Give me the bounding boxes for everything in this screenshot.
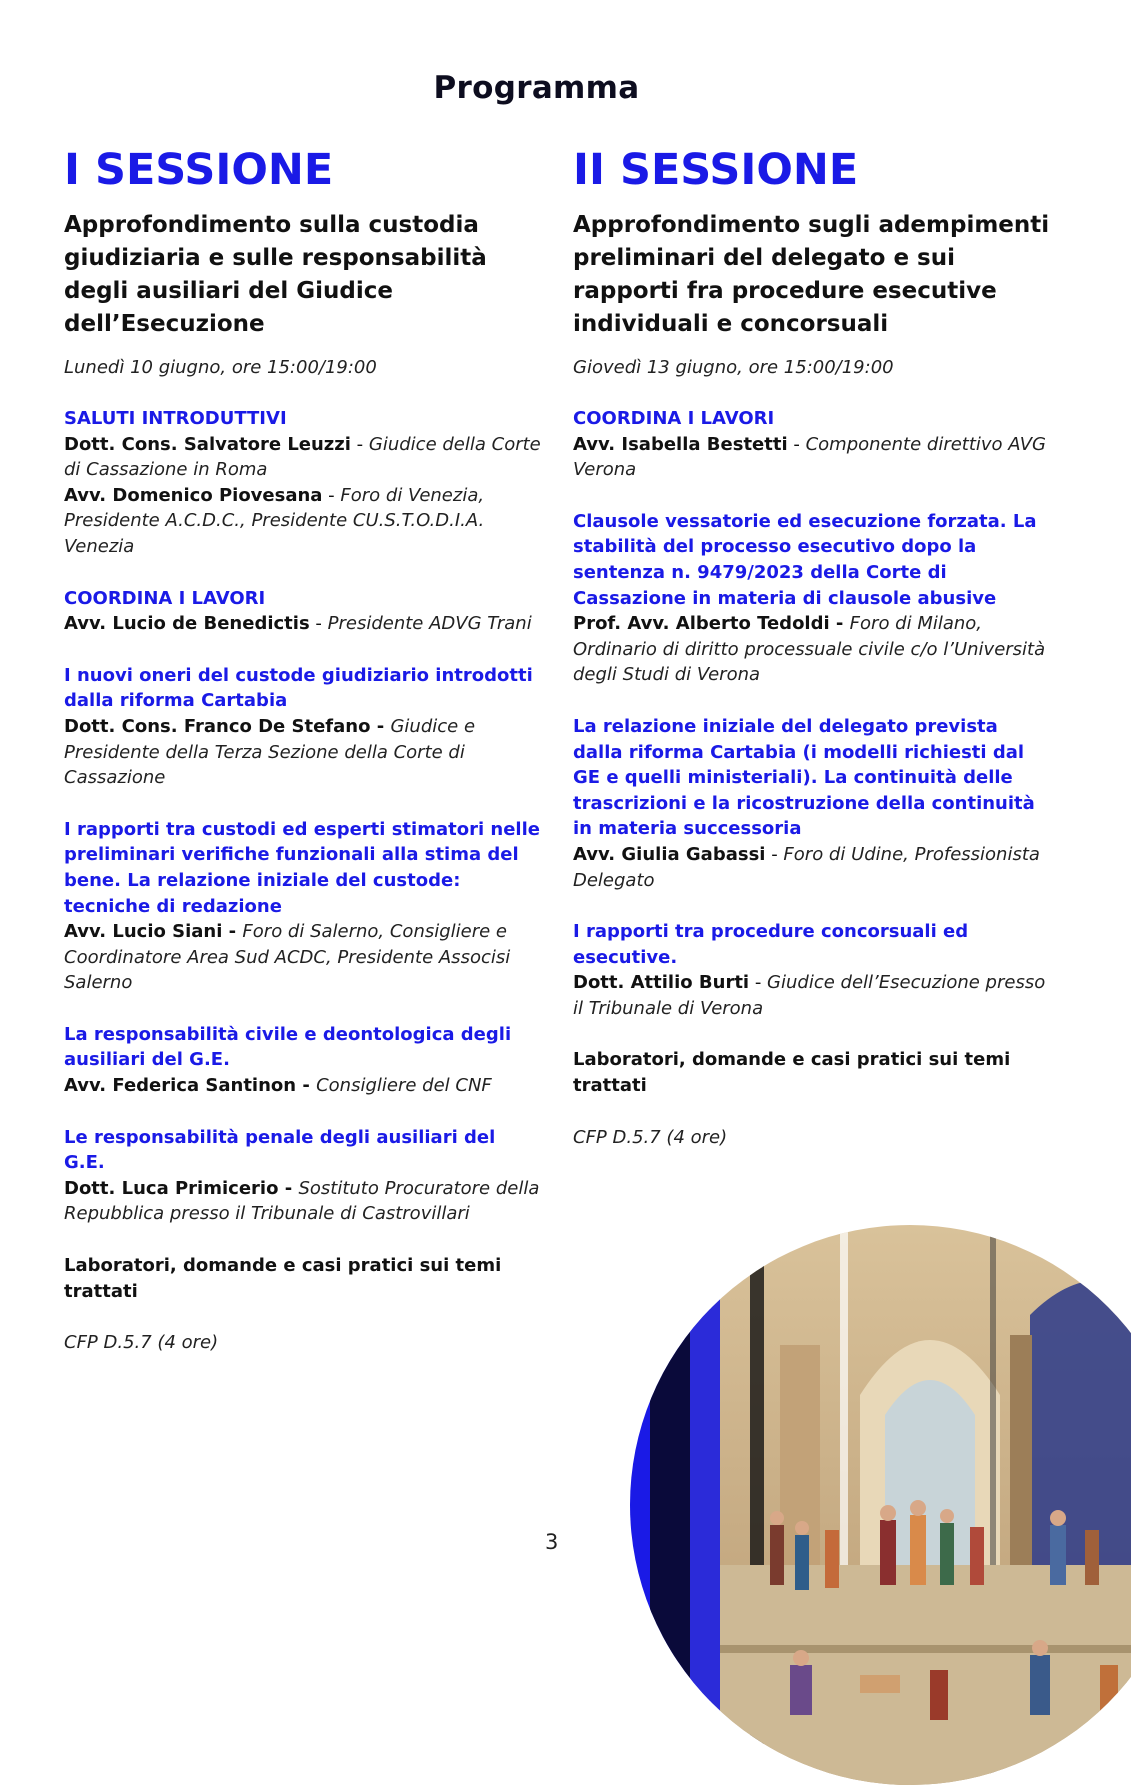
program-item-heading: Clausole vessatorie ed esecuzione forzata. La stabilità del processo esecutivo dopo la sentenza n. 9479/2023 della Corte di Cassazione in materia di clausole abusive (573, 510, 1037, 609)
speaker-name: Dott. Cons. Salvatore Leuzzi (64, 433, 351, 455)
speaker-role: Consigliere del CNF (316, 1075, 492, 1097)
speaker-role: Foro di Udine, Professionista Delegato (573, 843, 1040, 891)
speaker-role: Componente direttivo AVG Verona (573, 433, 1046, 481)
speaker (573, 432, 1051, 483)
session-title: I SESSIONE (64, 145, 334, 195)
speaker-separator: - (322, 484, 341, 506)
session-column-left (64, 143, 542, 1356)
speaker-role: Presidente ADVG Trani (327, 613, 532, 635)
speaker (64, 483, 542, 560)
speaker (573, 842, 1051, 893)
program-item (573, 509, 1051, 688)
program-item-heading: La relazione iniziale del delegato prevista dalla riforma Cartabia (i modelli richiesti dal GE e quelli ministeriali). La continuità delle trascrizioni e la ricostruzione della continuità in materia successoria (573, 715, 1035, 840)
speaker-name: Dott. Luca Primicerio - (64, 1177, 299, 1199)
session-date: Giovedì 13 giugno, ore 15:00/19:00 (573, 357, 894, 378)
speaker-name: Avv. Isabella Bestetti (573, 433, 788, 455)
page-number: 3 (545, 1530, 559, 1554)
speaker (64, 714, 542, 791)
speaker-name: Avv. Lucio Siani - (64, 921, 243, 943)
speaker-separator: - (309, 613, 328, 635)
program-item (573, 406, 1051, 483)
program-item-heading: Le responsabilità penale degli ausiliari del G.E. (64, 1126, 496, 1174)
program-item (64, 663, 542, 791)
speaker (573, 611, 1051, 688)
speaker (573, 970, 1051, 1021)
session-subtitle: Approfondimento sulla custodia giudiziaria e sulle responsabilità degli ausiliari del Giudice dell’Esecuzione (64, 212, 487, 337)
speaker-name: Prof. Avv. Alberto Tedoldi - (573, 613, 850, 635)
program-item-heading: La responsabilità civile e deontologica degli ausiliari del G.E. (64, 1023, 512, 1071)
speaker-role: Giudice della Corte di Cassazione in Roma (64, 433, 541, 481)
program-item (573, 714, 1051, 893)
program-item-heading: I nuovi oneri del custode giudiziario introdotti dalla riforma Cartabia (64, 664, 533, 712)
page-title: Programma (433, 70, 640, 106)
program-item (64, 586, 542, 637)
program-item (64, 406, 542, 560)
program-item-heading: COORDINA I LAVORI (573, 408, 775, 429)
speaker-role: Sostituto Procuratore della Repubblica presso il Tribunale di Castrovillari (64, 1177, 540, 1225)
speaker (64, 919, 542, 996)
program-item (64, 1022, 542, 1099)
speaker-name: Avv. Giulia Gabassi (573, 843, 766, 865)
speaker-name: Avv. Federica Santinon - (64, 1075, 317, 1097)
fresco-artwork-image (630, 1225, 1131, 1785)
cfp-credits: CFP D.5.7 (4 ore) (573, 1126, 728, 1148)
speaker-separator: - (765, 843, 784, 865)
speaker-separator: - (787, 433, 806, 455)
speaker-name: Avv. Domenico Piovesana (64, 484, 323, 506)
speaker-role: Giudice dell’Esecuzione presso il Tribunale di Verona (573, 972, 1046, 1019)
program-item-heading: I rapporti tra procedure concorsuali ed esecutive. (573, 921, 969, 968)
cfp-credits: CFP D.5.7 (4 ore) (64, 1332, 219, 1354)
speaker-role: Foro di Milano, Ordinario di diritto processuale civile c/o l’Università degli Studi di Verona (573, 613, 1046, 686)
speaker (64, 1176, 542, 1227)
program-item (573, 919, 1051, 1021)
speaker-separator: - (350, 433, 369, 455)
speaker-separator: - (749, 972, 768, 994)
speaker-name: Dott. Cons. Franco De Stefano - (64, 715, 391, 737)
session-date: Lunedì 10 giugno, ore 15:00/19:00 (64, 357, 377, 378)
session-column-right (573, 143, 1051, 1150)
session-title: II SESSIONE (573, 145, 859, 195)
session-subtitle: Approfondimento sugli adempimenti preliminari del delegato e sui rapporti fra procedure esecutive individuali e concorsuali (573, 212, 1050, 337)
speaker (64, 1073, 542, 1099)
closing-note: Laboratori, domande e casi pratici sui temi trattati (64, 1255, 502, 1302)
speaker-name: Avv. Lucio de Benedictis (64, 613, 310, 635)
program-item-heading: I rapporti tra custodi ed esperti stimatori nelle preliminari verifiche funzionali alla stima del bene. La relazione iniziale del custode: tecniche di redazione (64, 818, 540, 917)
speaker-role: Giudice e Presidente della Terza Sezione della Corte di Cassazione (64, 715, 476, 789)
closing-note: Laboratori, domande e casi pratici sui temi trattati (573, 1049, 1011, 1097)
speaker-role: Foro di Salerno, Consigliere e Coordinatore Area Sud ACDC, Presidente Associsi Salerno (64, 921, 511, 994)
program-item (64, 817, 542, 996)
speaker (64, 611, 542, 637)
program-item-heading: SALUTI INTRODUTTIVI (64, 408, 287, 429)
speaker-name: Dott. Attilio Burti (573, 972, 750, 994)
speaker (64, 432, 542, 483)
program-item (64, 1125, 542, 1227)
speaker-role: Foro di Venezia, Presidente A.C.D.C., Presidente CU.S.T.O.D.I.A. Venezia (64, 484, 485, 557)
program-item-heading: COORDINA I LAVORI (64, 587, 266, 609)
